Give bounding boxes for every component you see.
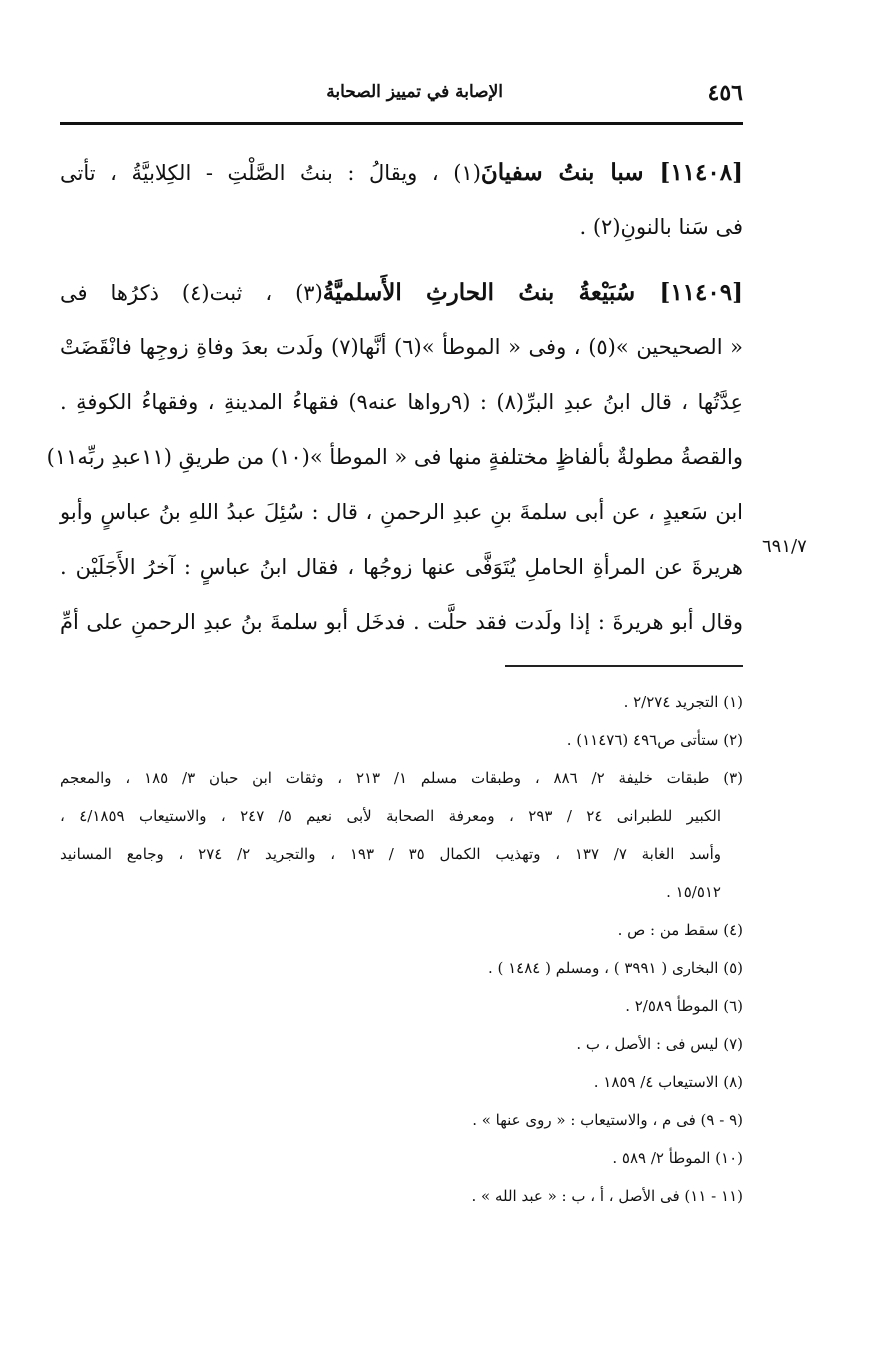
footnote-continuation: ١٥/٥١٢ .: [666, 883, 721, 901]
footnote-rule: [505, 665, 743, 667]
footnote: (٩ - ٩) فى م ، والاستيعاب : « روى عنها » .: [472, 1111, 743, 1129]
entry-text: هريرةَ عن المرأةِ الحاملِ يُتَوَفَّى عنها زوجُها ، فقال ابنُ عباسٍ : آخرُ الأَجَلَيْن .: [60, 555, 743, 579]
footnote: (١٠) الموطأ ٢/ ٥٨٩ .: [612, 1149, 743, 1167]
footnote: (٥) البخارى ( ٣٩٩١ ) ، ومسلم ( ١٤٨٤ ) .: [487, 959, 743, 977]
footnote: (٢) ستأتى ص٤٩٦ (١١٤٧٦) .: [566, 731, 743, 749]
entry-text: « الصحيحين »(٥) ، وفى « الموطأ »(٦) أنَّها(٧) ولَدت بعدَ وفاةِ زوجِها فانْقَضَتْ: [60, 335, 743, 359]
header-rule: [60, 122, 743, 125]
footnote: (٣) طبقات خليفة ٢/ ٨٨٦ ، وطبقات مسلم ١/ ٢١٣ ، وثقات ابن حبان ٣/ ١٨٥ ، والمعجم: [60, 769, 743, 787]
entry-text: فى سَنا بالنونِ(٢) .: [579, 215, 743, 239]
entry-heading: [١١٤٠٨] سبا بنتُ سفيانَ: [480, 159, 743, 186]
entry-text: (٣) ، ثبت(٤) ذكرُها فى: [60, 281, 323, 305]
entry-text: والقصةُ مطولةٌ بألفاظٍ مختلفةٍ منها فى « الموطأ »(١٠) من طريقِ (١١عبدِ ربِّه١١): [46, 445, 743, 469]
entry-text: عِدَّتُها ، قال ابنُ عبدِ البرِّ(٨) : (٩رواها عنه٩) فقهاءُ المدينةِ ، وفقهاءُ الكوفةِ .: [60, 390, 744, 414]
margin-reference: ٦٩١/٧: [762, 536, 807, 557]
page-header: [60, 74, 743, 114]
entry-text: ابن سَعيدٍ ، عن أبى سلمةَ بنِ عبدِ الرحمنِ ، قال : سُئِلَ عبدُ اللهِ بنُ عباسٍ وأبو: [60, 500, 743, 524]
entry-heading: [١١٤٠٩] سُبَيْعةُ بنتُ الحارثِ الأَسلميَّةُ: [322, 279, 743, 306]
footnote: (٨) الاستيعاب ٤/ ١٨٥٩ .: [593, 1073, 743, 1091]
text-line: [60, 200, 743, 255]
text-line: [60, 375, 743, 430]
text-line: [60, 145, 743, 200]
footnote: (٦) الموطأ ٢/٥٨٩ .: [625, 997, 743, 1015]
running-title: الإصابة في تمييز الصحابة: [326, 82, 503, 102]
entry-text: وقال أبو هريرةَ : إذا ولَدت فقد حلَّت . فدخَل أبو سلمةَ بنُ عبدِ الرحمنِ على أمِّ: [60, 610, 743, 634]
text-line: [60, 540, 743, 595]
page-number: ٤٥٦: [707, 80, 743, 106]
text-line: [46, 430, 743, 485]
text-line: [60, 320, 743, 375]
text-line: [60, 595, 743, 650]
footnote: (١) التجريد ٢/٢٧٤ .: [623, 693, 743, 711]
footnote: (١١ - ١١) فى الأصل ، أ ، ب : « عبد الله » .: [471, 1187, 743, 1205]
text-line: [60, 265, 743, 320]
entry-text: (١) ، ويقالُ : بنتُ الصَّلْتِ - الكِلابيَّةُ ، تأتى: [60, 161, 481, 185]
footnote: (٤) سقط من : ص .: [617, 921, 743, 939]
footnotes: [60, 683, 743, 1215]
main-text: [46, 145, 744, 650]
footnote: (٧) ليس فى : الأصل ، ب .: [576, 1035, 743, 1053]
text-line: [60, 485, 743, 540]
footnote-continuation: الكبير للطبرانى ٢٤ / ٢٩٣ ، ومعرفة الصحابة لأبى نعيم ٥/ ٢٤٧ ، والاستيعاب ٤/١٨٥٩ ،: [60, 807, 722, 825]
footnote-continuation: وأسد الغابة ٧/ ١٣٧ ، وتهذيب الكمال ٣٥ / ١٩٣ ، والتجريد ٢/ ٢٧٤ ، وجامع المسانيد: [60, 845, 721, 863]
